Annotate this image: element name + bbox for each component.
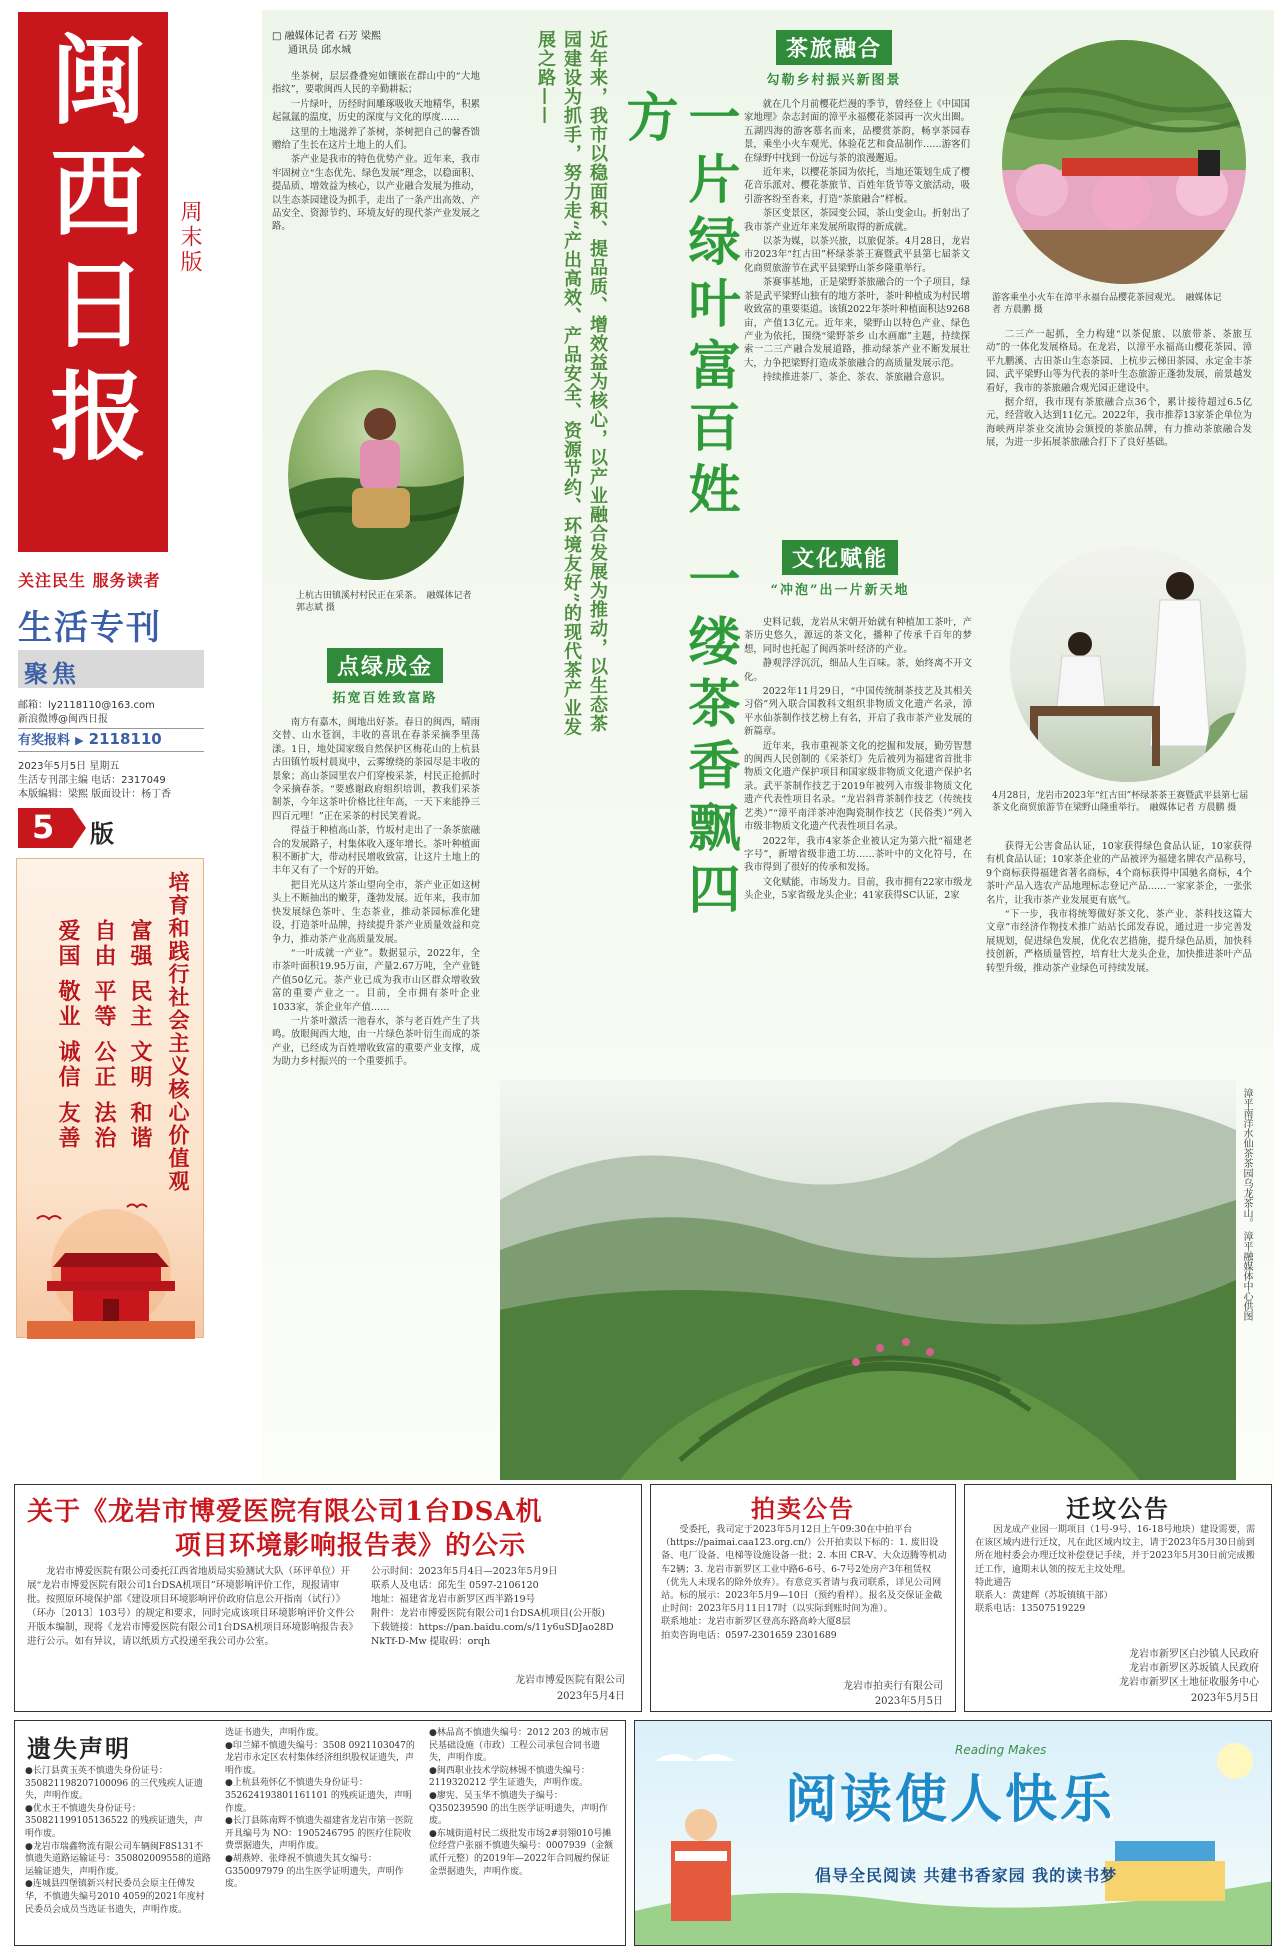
byline-reporters: □ 融媒体记者 石芳 梁熙 [272, 31, 381, 42]
core-values-col3: 爱国 敬业 诚信 友善 [55, 919, 81, 1151]
notice-auction-title: 拍卖公告 [751, 1494, 855, 1523]
editor-phone: 生活专刊部主编 电话：2317049 [18, 775, 166, 786]
page-number [18, 808, 204, 848]
photo-tea-ceremony [1010, 546, 1246, 782]
section-3-right-column [986, 840, 1252, 976]
photo-tea-picker-caption: 上杭古田镇溪村村民正在采茶。 融媒体记者 郭志斌 摄 [296, 591, 472, 613]
article-headline: 一片绿叶富百姓 一缕茶香飘四方 [617, 90, 740, 925]
section-2-para-5: 茶赛事基地，正是梁野茶旅融合的一个子项目，绿茶是武平梁野山独有的地方茶叶，茶叶种植成为村民增收致富的重要渠道。该镇2022年茶叶种植面积达9268亩，产值13亿元。近年来，梁野山以特色产业、绿色产业为依托，围绕“梁野茶乡 山水画廊”主题，持续探索一二三产融合发展道路，推动绿茶产业不断发展壮大，力争把梁野打造成茶旅融合的高质量发展示范。 [744, 277, 970, 369]
intro-para-3: 这里的土地滋养了茶树，茶树把自己的馨香馈赠给了生长在这片土地上的人们。 [272, 126, 480, 152]
masthead-slogan: 关注民生 服务读者 [18, 571, 161, 590]
hotline-label: 有奖报料 [18, 733, 71, 748]
notice-env-impact [14, 1484, 642, 1712]
lost-item: ●胡燕婷、张烽祝不慎遗失其女编号：G350097979 的出生医学证明遗失，声明作废。 [225, 1853, 404, 1890]
section-3-subtitle: “冲泡”出一片新天地 [770, 583, 910, 598]
lost-col-3 [429, 1727, 617, 1878]
section-1-para-3: 把目光从这片茶山望向全市，茶产业正如这树头上不断抽出的嫩芽，蓬勃发展。近年来，我市加快发展绿色茶叶、生态茶业，推动茶园标准化建设，打造茶叶品牌，持续提升茶产业质量效益和竞争力，推动茶产业高质量发展。 [272, 879, 480, 945]
tiananmen-illustration [17, 1189, 205, 1339]
section-3-title: 文化赋能 [782, 540, 898, 575]
photo-train-caption: 游客乘坐小火车在漳平永福台品樱花茶园观光。 融媒体记者 方晨鹏 摄 [992, 293, 1222, 315]
section-3-right-para-1: 获得无公害食品认证，10家获得绿色食品认证，10家获得有机食品认证；10家茶企业的产品被评为福建名牌农产品称号，9个商标获得福建省著名商标，4个商标获得中国驰名商标，4个茶叶产品入选农产品地理标志登记产品……一家家茶企，一张张名片，让我市茶产业发展更有底气。 [986, 841, 1252, 906]
notice-grave-sign-3: 龙岩市新罗区土地征收服务中心 [1119, 1677, 1259, 1688]
lost-item: ●长汀县陈南辉不慎遗失福建省龙岩市第一医院开具编号为 NO：1905246795 的医疗住院收费票据遗失，声明作废。 [225, 1816, 413, 1852]
intro-column [272, 70, 480, 235]
section-2-right-para-2: 据介绍，我市现有茶旅融合点36个，累计接待超过6.5亿元，经营收入达到11亿元。2022年，我市推荐13家茶企单位为海峡两岸茶业交流协会颁授的茶旅品牌，有力推动茶旅融合发展，为进一步拓展茶旅融合打下了良好基础。 [986, 397, 1252, 449]
notice-env-body: 龙岩市博爱医院有限公司委托江西省地质局实验测试大队（环评单位）开展“龙岩市博爱医院有限公司1台DSA机项目”环境影响评价工作，现报请审批。按照原环境保护部《建设项目环境影响评价政府信息公开指南（试行）》（环办〔2013〕103号）的规定和要求，同时完成该项目环境影响评价文件公开版本编制，现将《龙岩市博爱医院有限公司1台DSA机项目环境影响报告表》进行公示。如有异议，请以纸质方式投递至我公司办公室。 [27, 1566, 355, 1647]
section-3-right-para-2: “下一步，我市将统筹做好茶文化、茶产业、茶科技这篇大文章”市经济作物技术推广站站长邱发春说，通过进一步完善发展规划，促进绿色发展，优化农艺措施，提升绿色品质，加快科技创新，严格质量管控，培育壮大龙头企业，加快推进茶叶产品转型升级，推动茶产业绿色可持续发展。 [986, 909, 1252, 974]
lost-notices [14, 1720, 626, 1946]
section-heading-2 [754, 30, 914, 88]
reading-ad [634, 1720, 1272, 1946]
contact-email: 邮箱：ly2118110@163.com [18, 700, 155, 711]
reading-ad-illustration [635, 1721, 1272, 1946]
arrow-icon: ▶ [75, 734, 84, 747]
lost-col-2 [225, 1727, 417, 1891]
section-1-para-1: 南方有嘉木，闽地出好茶。春日的闽西，晴雨交替、山水苍润，丰收的喜讯在春茶采摘季里荡漾。1日，地处国家级自然保护区梅花山的上杭县古田镇竹坂村晨岚中，云雾缭绕的茶园尽是丰收的景象；高山茶园里农户们穿梭采茶，村民正抢抓时令采摘春茶。“要感谢政府组织培训，教我们采茶制茶，今年这茶叶价格比往年高，一天下来能挣三四百元哩！”正在采茶的村民笑着说。 [272, 717, 480, 822]
photo-tea-hill-landscape [500, 1080, 1236, 1480]
section-1-title: 点绿成金 [327, 648, 443, 683]
section-3-para-5: 2022年，我市4家茶企业被认定为第六批“福建老字号”，新增省级非遗工坊……茶叶中的文化符号，在我市得到了很好的传承和发扬。 [744, 835, 972, 874]
section-bar [18, 650, 204, 688]
section-2-para-3: 茶区变景区，茶园变公园，茶山变金山。折射出了我市茶产业近年来发展所取得的新成就。 [744, 208, 970, 233]
reading-ad-title: 阅读使人快乐 [785, 1769, 1116, 1830]
section-2-para-4: 以茶为媒，以茶兴旅，以旅促茶。4月28日，龙岩市2023年“红古田”杯绿茶茶王赛暨武平县第七届茶文化商贸旅游节在武平县梁野山茶乡隆重举行。 [744, 236, 970, 274]
lost-col-1 [25, 1765, 211, 1916]
notice-env-title-1: 关于《龙岩市博爱医院有限公司1台DSA机 [27, 1497, 543, 1527]
section-2-column [744, 98, 970, 386]
lost-item: ●廖宪、吴玉华不慎遗失子编号：Q350239590 的出生医学证明遗失，声明作废。 [429, 1790, 608, 1827]
masthead-name: 闽西日报 [35, 30, 148, 478]
core-values-col2: 自由 平等 公正 法治 [91, 919, 117, 1151]
intro-para-2: 一片绿叶，历经时间雕琢吸收天地精华，积累起氤氲的温度，历史的深度与文化的厚度…… [272, 98, 480, 124]
section-heading-3 [760, 540, 920, 598]
hotline-number: 2118110 [88, 730, 162, 748]
section-2-right-column [986, 328, 1252, 451]
lost-item: ●东城街道村民二级批发市场2#羽翎010号摊位经营户张丽不慎遗失编号：0007939（金额贰仟元整）的2019年—2022年合同履约保证金票据遗失，声明作废。 [429, 1828, 614, 1877]
section-3-column [744, 616, 972, 904]
section-1-column [272, 716, 480, 1070]
section-2-subtitle: 勾勒乡村振兴新图景 [766, 73, 902, 88]
section-3-para-4: 近年来，我市重视茶文化的挖掘和发展，勤劳智慧的闽西人民创制的《采茶灯》先后被列为福建省首批非物质文化遗产保护项目和国家级非物质文化遗产保护名录。武平茶制作技艺于2019年被列入市级非物质文化遗产代表性项目名录。“龙岩斜背茶制作技艺（传统技艺类）”“漳平南洋茶冲泡陶瓷制作技艺（民俗类）”列入市级非物质文化遗产代表性项目名录。 [744, 740, 972, 833]
core-values-box [16, 858, 204, 1338]
notice-env-title-2: 项目环境影响报告表》的公示 [175, 1531, 527, 1561]
page-number-value: 5 [32, 808, 55, 846]
photo-landscape-credit: 漳平融媒体中心供图 [1241, 1231, 1252, 1322]
section-title: 聚焦 [24, 660, 80, 688]
masthead-info [18, 760, 204, 802]
lost-notices-title: 遗失声明 [27, 1734, 131, 1763]
notice-grave-sign-1: 龙岩市新罗区白沙镇人民政府 [1129, 1649, 1259, 1660]
notice-grave-date: 2023年5月5日 [1190, 1693, 1259, 1704]
core-values-title: 培育和践行社会主义核心价值观 [166, 871, 191, 1193]
photo-landscape-caption-text: 漳平南洋水仙茶茶园乌龙茶山。 [1241, 1088, 1252, 1228]
editors: 本版编辑：梁熙 版面设计：杨丁香 [18, 789, 172, 800]
photo-tea-ceremony-caption: 4月28日，龙岩市2023年“红古田”杯绿茶茶王赛暨武平县第七届茶文化商贸旅游节在梁野山隆重举行。 融媒体记者 方晨鹏 摄 [992, 791, 1249, 813]
special-title: 生活专刊 [18, 608, 162, 648]
notice-auction [650, 1484, 956, 1712]
section-2-para-1: 就在几个月前樱花烂漫的季节，曾经登上《中国国家地理》杂志封面的漳平永福樱花茶园再一次火出圈。五湖四海的游客慕名而来，品樱赏茶韵，畅享茶园春景，乘坐小火车观光、体验花艺和食品制作……游客们在绿野中找到一份远与茶的浪漫邂逅。 [744, 99, 970, 164]
lost-item: ●上杭县苑怀亿不慎遗失身份证号：352624193801161101 的残疾证遗失，声明作废。 [225, 1778, 412, 1814]
section-3-para-1: 史料记载，龙岩从宋朝开始就有种植加工茶叶，产茶历史悠久，源远的茶文化，播种了传承千百年的梦想，同时也托起了闽西茶叶经济的产业。 [744, 617, 972, 655]
lost-item: ●龙岩市瑞鑫物流有限公司车辆闽F8S131不慎遗失道路运输证号：350802009558的道路运输证遗失，声明作废。 [25, 1841, 211, 1877]
section-3-para-3: 2022年11月29日，“中国传统制茶技艺及其相关习俗”列入联合国教科文组织非物质文化遗产名录，漳平水仙茶制作技艺榜上有名，开启了我市茶产业发展的新篇章。 [744, 686, 972, 738]
masthead-edition: 周末版 [177, 200, 202, 275]
section-1-subtitle: 拓宽百姓致富路 [332, 691, 438, 706]
section-1-para-2: 得益于种植高山茶，竹坂村走出了一条茶旅融合的发展路子，村集体收入逐年增长。茶叶种植面积不断扩大，带动村民增收致富，让这片土地上的丰年又有了一个好的开始。 [272, 825, 480, 877]
section-heading-1 [300, 648, 470, 706]
photo-train-tea-garden [1002, 40, 1246, 284]
notice-grave-body: 因龙成产业园一期项目（1号-9号、16-18号地块）建设需要，需在该区域内进行迁坟，凡在此区域内坟主，请于2023年5月30日前到所在地村委会办理迁坟补偿登记手续，并于2023年5月30日前完成搬迁工作，逾期未认领的按无主坟处理。 特此通告 联系人：黄建辉（苏坂镇镇干部） 联系电话：13507519229 [975, 1524, 1256, 1615]
reading-ad-slogan: 倡导全民阅读 共建书香家园 我的读书梦 [815, 1866, 1118, 1885]
byline [272, 30, 381, 58]
notice-grave-sign-2: 龙岩市新罗区苏坂镇人民政府 [1129, 1663, 1259, 1674]
issue-date: 2023年5月5日 星期五 [18, 761, 120, 772]
photo-tea-picker [288, 370, 464, 580]
notice-env-sign: 龙岩市博爱医院有限公司 [515, 1675, 625, 1686]
lost-item: ●长汀县黄玉英不慎遗失身份证号：350821198207100096 的三代残疾人证遗失，声明作废。 [25, 1766, 203, 1802]
contact-weibo: 新浪微博@闽西日报 [18, 714, 108, 725]
reading-ad-en: Reading Makes [955, 1743, 1047, 1757]
section-2-para-2: 近年来，以樱花茶园为依托，当地还策划生成了樱花音乐派对、樱花茶旅节、百姓年货节等文旅活动，吸引游客纷至沓来，打造“茶旅融合”样板。 [744, 167, 970, 205]
core-values-col1: 富强 民主 文明 和谐 [127, 919, 153, 1151]
notice-grave-relocation [964, 1484, 1272, 1712]
section-3-para-2: 静观浮浮沉沉，细品人生百味。茶，始终离不开文化。 [744, 658, 972, 683]
notice-auction-body: 受委托，我司定于2023年5月12日上午09:30在中拍平台（https://paimai.caa123.org.cn/）公开拍卖以下标的：1. 废旧设备、电厂设备、电梯等设施设备一批；2. 本田 CR-V、大众迈腾等机动车2辆；3. 龙岩市新罗区工业中路6-6号、6-7号2处房产3年租赁权（优先人未现名的除外放弃）。有意竞买者请与我司联系，详见公司网站。标的展示：2023年5月9—10日（预约看样）。报名及交保证金截止时间：2023年5月11日17时（以实际到账时间为准）。 联系地址：龙岩市新罗区登高东路高岭大厦8层 拍卖咨询电话：0597-2301659 2301689 [661, 1524, 947, 1641]
lost-item: ●印兰娣不慎遗失编号：3508 0921103047的龙岩市永定区农村集体经济组织股权证遗失，声明作废。 [225, 1740, 415, 1776]
intro-para-1: 坐茶树，层层叠叠宛如镶嵌在群山中的“大地指纹”，要歌闽西人民的辛勤耕耘； [272, 71, 480, 96]
lost-item: 选证书遗失，声明作废。 [225, 1728, 325, 1738]
notice-auction-sign: 龙岩市拍卖行有限公司 [843, 1681, 943, 1692]
section-2-title: 茶旅融合 [776, 30, 892, 65]
section-1-para-5: 一片茶叶激活一池春水，茶与老百姓产生了共鸣。放眼闽西大地，由一片绿色茶叶衍生而成的茶产业，已经成为百姓增收致富的重要产业支撑，成为助力乡村振兴的一个重要抓手。 [272, 1015, 480, 1068]
lost-item: ●优水王不慎遗失身份证号：350821199105136522 的残疾证遗失，声明作废。 [25, 1803, 203, 1839]
article-deck: 近年来，我市以稳面积、提品质、增效益为核心，以产业融合发展为推动，以生态茶园建设为抓手，努力走“产出高效、产品安全、资源节约、环境友好”的现代茶产业发展之路—— [535, 30, 608, 737]
section-2-right-para-1: 二三产一起抓，全力构建“以茶促旅、以旅带茶、茶旅互动”的一体化发展格局。在龙岩，以漳平永福高山樱花茶园、漳平九鹏溪、古田茶山生态茶园、上杭步云梯田茶园、永定金丰茶园、武平梁野山等为代表的茶叶生态旅游正蓬勃发展，前景越发看好，我市的茶旅融合观光园正建设中。 [986, 329, 1252, 394]
notice-env-details: 公示时间：2023年5月4日—2023年5月9日 联系人及电话：邱先生 0597-2106120 地址：福建省龙岩市新罗区西半路19号 附件：龙岩市博爱医院有限公司1台DSA机项目(公开版) 下载链接：https://pan.baidu.com/s/11y6uSDJao28D NkTf-D-Mw 提取码：orqh [371, 1566, 614, 1647]
section-3-para-6: 文化赋能，市场发力。目前，我市拥有22家市级龙头企业，5家省级龙头企业；41家获得SC认证，2家 [744, 876, 972, 902]
masthead [14, 10, 204, 730]
section-1-para-4: “一叶成就一产业”。数据显示，2022年，全市茶叶面积19.95万亩，产量2.67万吨，全产业链产值50亿元。茶产业已成为我市山区群众增收致富的重要产业之一。目前，全市拥有茶叶企业1033家，茶企业年产值…… [272, 947, 480, 1013]
notice-auction-date: 2023年5月5日 [874, 1696, 943, 1707]
lost-item: ●连城县四堡镇新兴村民委员会原主任傅发华，不慎遗失编号2010 4059的2021年度村民委员会成员当选证书遗失，声明作废。 [25, 1879, 205, 1915]
page-number-suffix: 版 [90, 820, 114, 848]
byline-correspondent: 通讯员 邱水城 [288, 45, 352, 56]
lost-item: ●闽西职业技术学院林锡不慎遗失编号：2119320212 学生证遗失，声明作废。 [429, 1765, 590, 1789]
photo-landscape-caption [1240, 1088, 1253, 1488]
section-2-para-6: 持续推进茶厂、茶企、茶农、茶旅融合意识。 [762, 372, 951, 384]
hotline [18, 728, 204, 752]
notice-grave-title: 迁坟公告 [1066, 1494, 1170, 1523]
lost-item: ●林品高不慎遗失编号：2012 203 的城市居民基础设施（市政）工程公司承包合同书遗失，声明作废。 [429, 1728, 609, 1764]
intro-para-4: 茶产业是我市的特色优势产业。近年来，我市牢固树立“生态优先、绿色发展”理念，以稳面积、提品质、增效益为核心，以产业融合发展为推动，以生态茶园建设为抓手，走出了一条产出高效、产品安全、资源节约、环境友好的现代茶产业发展之路。 [272, 154, 480, 233]
notice-env-date: 2023年5月4日 [556, 1691, 625, 1702]
